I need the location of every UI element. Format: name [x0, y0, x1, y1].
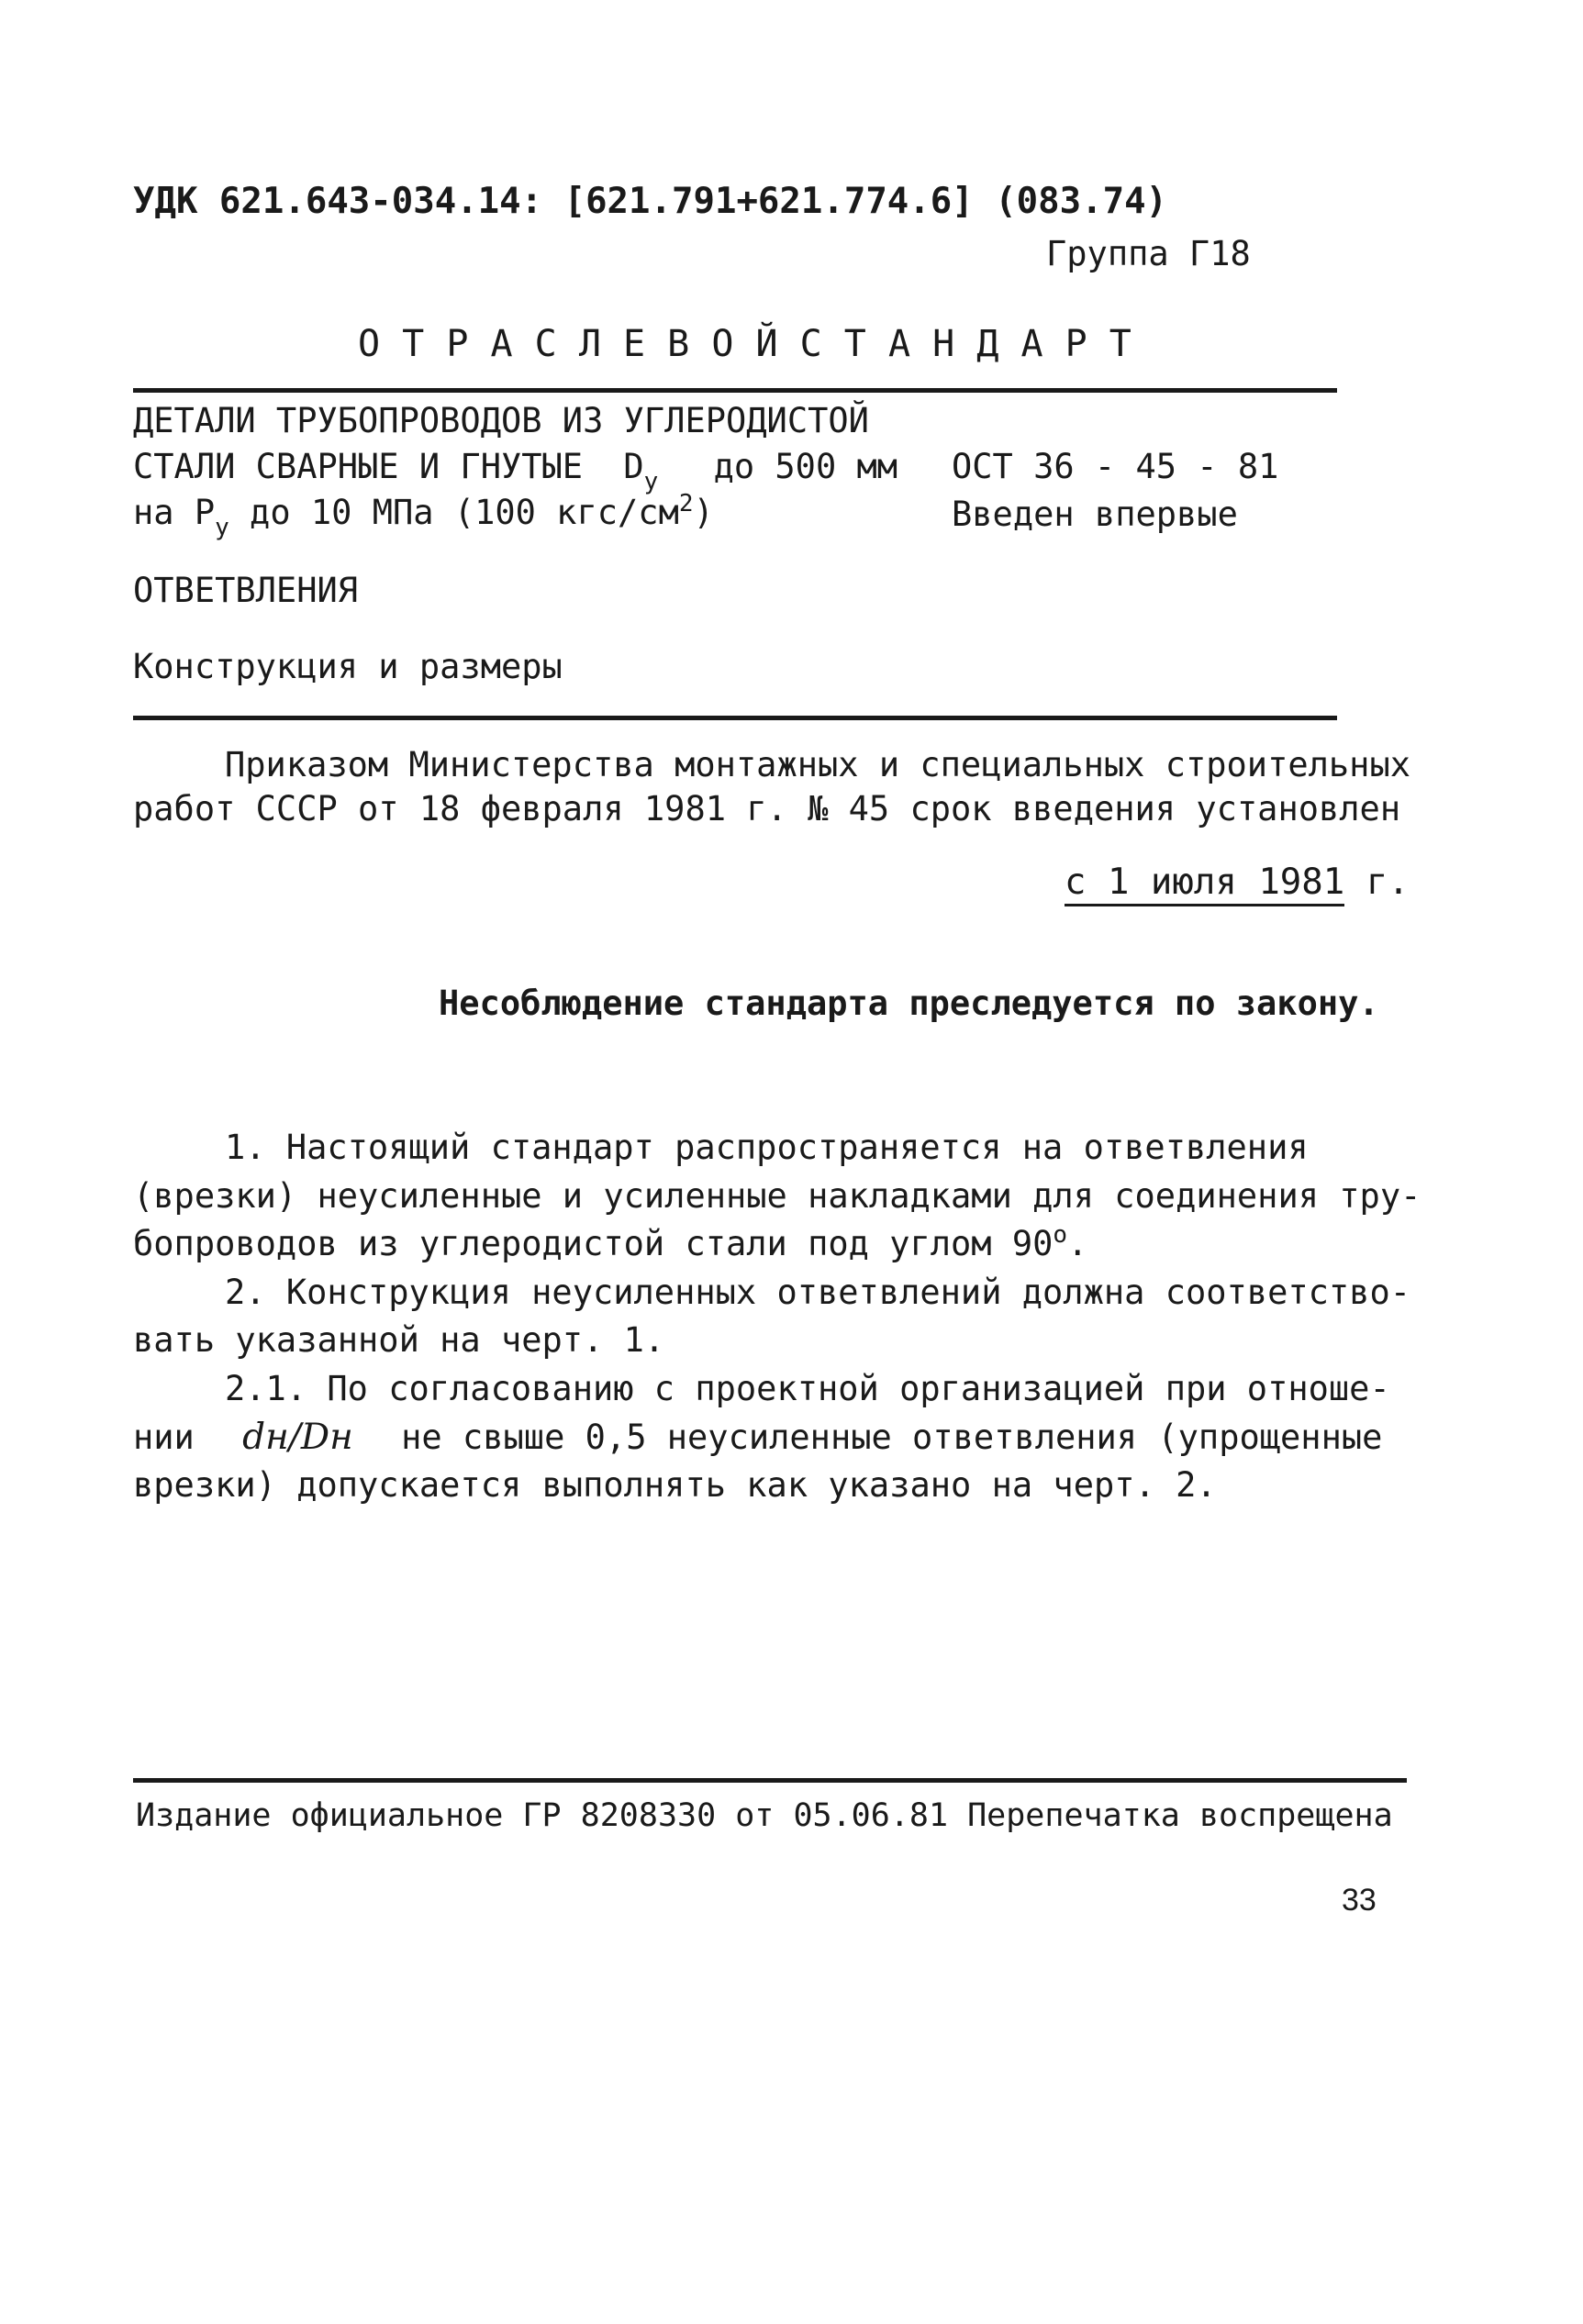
para-1-line-3-end: . [1067, 1224, 1088, 1263]
title-line-1: ДЕТАЛИ ТРУБОПРОВОДОВ ИЗ УГЛЕРОДИСТОЙ [133, 401, 869, 440]
degree-sup: о [1053, 1221, 1068, 1249]
para-2-line-2: вать указанной на черт. 1. [133, 1320, 665, 1360]
pressure-subscript: у [215, 514, 229, 541]
pressure-symbol: на P [133, 493, 216, 532]
group-label: Группа Г18 [1046, 234, 1251, 273]
nominal-diameter-symbol: D [623, 447, 644, 486]
order-date-underline [1065, 904, 1344, 906]
page-number: 33 [1342, 1883, 1377, 1918]
para-3-line-3: врезки) допускается выполнять как указано на черт. 2. [133, 1465, 1217, 1505]
standard-type: О Т Р А С Л Е В О Й С Т А Н Д А Р Т [358, 323, 1132, 365]
para-1-line-3 [133, 1221, 1088, 1263]
para-3-line-1: 2.1. По согласованию с проектной организацией при отноше- [225, 1369, 1390, 1408]
para-3-line-2-start: нии [133, 1418, 195, 1457]
footer-rule [133, 1778, 1407, 1783]
para-1-line-3-text: бопроводов из углеродистой стали под углом 90 [133, 1224, 1053, 1263]
title-line-2-text: СТАЛИ СВАРНЫЕ И ГНУТЫЕ [133, 447, 584, 486]
para-3-line-2-rest: не свыше 0,5 неусиленные ответвления (упрощенные [401, 1418, 1383, 1457]
title-line-5: Конструкция и размеры [133, 647, 563, 686]
para-1-line-1: 1. Настоящий стандарт распространяется на ответвления [225, 1128, 1309, 1167]
pressure-close: ) [693, 493, 714, 532]
order-line-2: работ СССР от 18 февраля 1981 г. № 45 срок введения установлен [133, 789, 1401, 828]
title-line-4: ОТВЕТВЛЕНИЯ [133, 571, 359, 610]
pressure-unit-sup: 2 [678, 490, 694, 517]
footer-edition: Издание официальное ГР 8208330 от 05.06.81 Перепечатка воспрещена [136, 1797, 1393, 1834]
para-3-line-2 [133, 1417, 1383, 1458]
diameter-ratio-formula: dн/Dн [242, 1417, 353, 1458]
nominal-diameter-subscript: у [643, 468, 659, 495]
para-1-line-2: (врезки) неусиленные и усиленные накладками для соединения тру- [133, 1176, 1421, 1216]
top-rule [133, 388, 1337, 393]
title-line-2-limit: до 500 мм [713, 447, 898, 486]
title-line-3 [133, 490, 714, 541]
udc-code: УДК 621.643-034.14: [621.791+621.774.6] (083.74) [133, 181, 1168, 222]
designation-status: Введен впервые [952, 495, 1238, 534]
order-date: с 1 июля 1981 г. [1065, 862, 1410, 903]
legal-warning: Несоблюдение стандарта преследуется по закону. [439, 984, 1379, 1023]
designation-code: ОСТ 36 - 45 - 81 [952, 447, 1279, 486]
middle-rule [133, 716, 1337, 720]
pressure-limit: до 10 МПа (100 кгс/см [250, 493, 679, 532]
order-line-1: Приказом Министерства монтажных и специальных строительных [225, 745, 1411, 784]
title-line-2 [133, 447, 898, 495]
para-2-line-1: 2. Конструкция неусиленных ответвлений должна соответство- [225, 1273, 1411, 1312]
